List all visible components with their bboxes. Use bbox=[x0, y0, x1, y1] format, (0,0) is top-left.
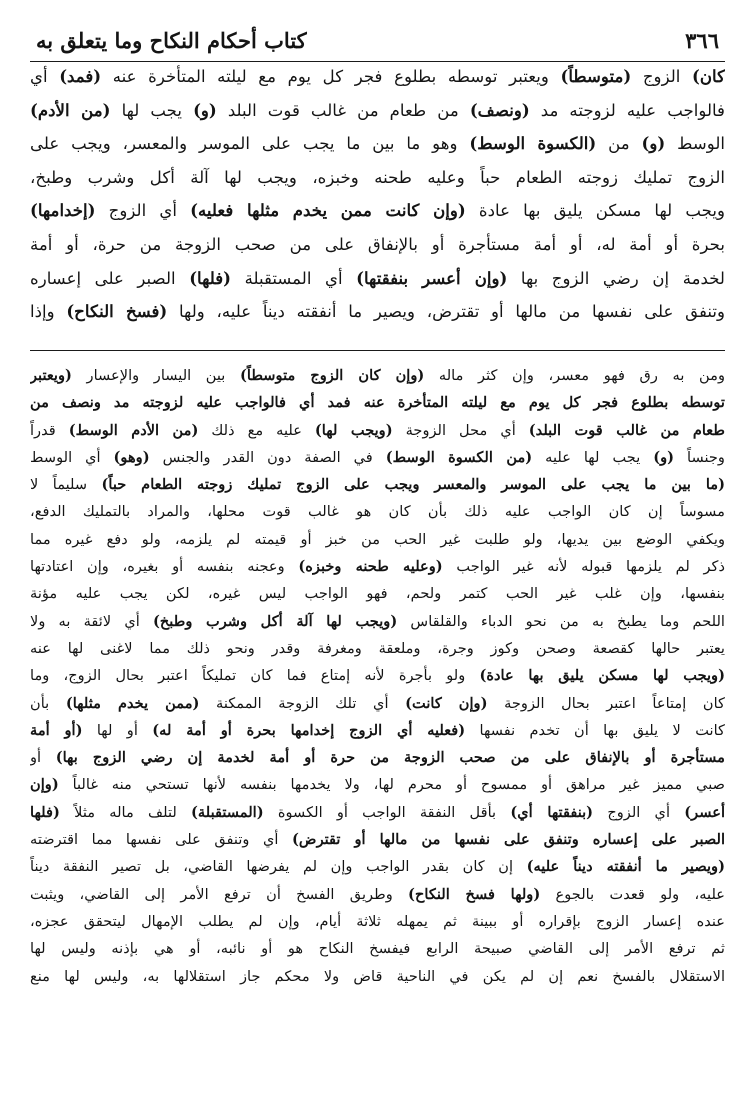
text-run: أي محل الزوجة bbox=[392, 421, 529, 439]
sharh-line bbox=[30, 935, 725, 962]
bold-matn-quote: (ويصير ما أنفقته ديناً عليه) bbox=[526, 858, 725, 876]
text-run: الزوج bbox=[631, 67, 692, 86]
sharh-line bbox=[30, 908, 725, 935]
text-run: أو bbox=[30, 749, 56, 767]
sharh-line bbox=[30, 799, 725, 826]
bold-matn-quote: (أو أمة bbox=[30, 721, 83, 739]
text-run: الاستقلال بالفسخ نعم إن لم يكن في الناحية قاض ولا محكم جاز استقلالها به، وليس لها منع bbox=[30, 967, 725, 985]
bold-matn-quote: (ويجب لها) bbox=[314, 421, 393, 439]
text-run: يجب لها عليه bbox=[532, 448, 654, 466]
bold-matn-quote: مستأجرة أو بالإنفاق على من صحب الزوجة من حرة أو أمة لخدمة إن رضي الزوج بها) bbox=[55, 749, 725, 767]
bold-matn-quote: (ونصف) bbox=[469, 99, 530, 120]
text-run: أي لائقة به ولا bbox=[30, 612, 153, 630]
bold-matn-quote: (فلها) bbox=[189, 267, 232, 288]
bold-matn-quote: (وهو) bbox=[113, 448, 150, 466]
text-run: لخدمة إن رضي الزوج بها bbox=[507, 268, 725, 288]
sharh-line bbox=[30, 526, 725, 553]
matn-line bbox=[30, 127, 725, 161]
sharh-line bbox=[30, 717, 725, 744]
sharh-line bbox=[30, 362, 725, 389]
text-run: الصبر على إعساره bbox=[30, 268, 190, 288]
text-run: بحرة أو أمة له، أو أمة مستأجرة أو بالإنفاق على من صحب الزوجة من حرة، أو أمة bbox=[30, 234, 725, 254]
bold-matn-quote: (من الأدم) bbox=[30, 99, 111, 120]
page-header bbox=[32, 24, 723, 58]
sharh-line bbox=[30, 662, 725, 689]
bold-matn-quote: (و) bbox=[193, 99, 217, 120]
sharh-line bbox=[30, 881, 725, 908]
sharh-line bbox=[30, 471, 725, 498]
text-run: أي bbox=[30, 67, 60, 86]
text-run: كان إمتاعاً اعتبر بحال الزوجة bbox=[487, 694, 725, 712]
text-run: مسوساً إن كان الواجب عليه ذلك بأن كان هو غالب قوت محلها، والمراد بالتمليك الدفع، bbox=[30, 503, 725, 521]
bold-matn-quote: (ويعتبر bbox=[30, 367, 72, 384]
sharh-line bbox=[30, 826, 725, 853]
text-run: يجب لها bbox=[110, 100, 194, 120]
bold-matn-quote: كان) bbox=[692, 66, 725, 86]
text-run: ويكفي الوضع بين يديها، ولو طلبت غير الحب من خبز أو قيمته لم يلزمه، ولو دفع غيره مما bbox=[30, 530, 725, 548]
bold-matn-quote: (ممن يخدم مثلها) bbox=[65, 694, 200, 712]
bold-matn-quote: (متوسطاً) bbox=[560, 66, 632, 86]
text-run: بأقل النفقة الواجب أو الكسوة bbox=[263, 803, 511, 821]
text-run: وهو ما بين ما يجب على الموسر والمعسر، ويجب على bbox=[30, 134, 470, 154]
text-run: ذكر لم يلزمها قبوله لأنه غير الواجب bbox=[442, 558, 725, 576]
text-run: وعجنه بنفسه أو بغيره، وإن اعتادتها bbox=[30, 558, 299, 576]
text-run: اللحم وما يطبخ به من نحو الدباء والقلقاس bbox=[397, 612, 725, 630]
bold-matn-quote: أعسر) bbox=[684, 803, 725, 821]
sharh-line bbox=[30, 690, 725, 717]
text-run: بنفسها، وإن غلب غير الحب كتمر ولحم، فهو الواجب ليس غيره، لكن يجب عليه مؤنة bbox=[30, 585, 725, 603]
bold-matn-quote: (و) bbox=[641, 133, 666, 154]
bold-matn-quote: (ويجب لها آلة أكل وشرب وطبخ) bbox=[152, 612, 398, 630]
bold-matn-quote: (ويجب لها مسكن يليق بها عادة) bbox=[479, 667, 725, 685]
sharh-line bbox=[30, 608, 725, 635]
matn-line bbox=[30, 228, 725, 262]
text-run: بين اليسار والإعسار bbox=[71, 367, 240, 384]
text-run: ويجب لها مسكن يليق بها عادة bbox=[465, 201, 725, 221]
sharh-line bbox=[30, 389, 725, 416]
matn-line bbox=[30, 194, 725, 228]
text-run: أي وتنفق على نفسها مما اقترضته bbox=[30, 831, 293, 849]
text-run: وإذا bbox=[30, 302, 67, 322]
bold-matn-quote: طعام من غالب قوت البلد) bbox=[528, 421, 725, 439]
bold-matn-quote: (وإن أعسر بنفقتها) bbox=[356, 267, 508, 288]
sharh-line bbox=[30, 417, 725, 444]
text-run: عليه مع ذلك bbox=[198, 421, 315, 439]
sharh-line bbox=[30, 853, 725, 880]
sharh-line bbox=[30, 580, 725, 607]
text-run: من طعام من غالب قوت البلد bbox=[216, 100, 470, 120]
text-run: أي تلك الزوجة الممكنة bbox=[199, 694, 406, 712]
text-run: وجنساً bbox=[674, 448, 725, 466]
text-run: من bbox=[596, 134, 642, 154]
text-run: أو لها bbox=[82, 721, 153, 739]
text-run: وطريق الفسخ أن ترفع الأمر إلى القاضي، ويثبت bbox=[30, 885, 409, 903]
text-run: يعتبر حالها كقصعة وصحن وكوز وجرة، وملعقة ومغرفة وقدر ونحو ذلك مما لاغنى لها عنه bbox=[30, 639, 725, 657]
bold-matn-quote: (فسخ النكاح) bbox=[66, 301, 168, 322]
bold-matn-quote: (وعليه طحنه وخبزه) bbox=[298, 558, 443, 576]
sharh-line bbox=[30, 635, 725, 662]
text-run: لتلف ماله مثلاً bbox=[59, 803, 192, 821]
text-run: قدراً bbox=[30, 421, 69, 439]
text-run: أي الوسط bbox=[30, 448, 114, 466]
sharh-line bbox=[30, 553, 725, 580]
bold-matn-quote: (المستقبلة) bbox=[191, 803, 264, 821]
bold-matn-quote: (من الكسوة الوسط) bbox=[385, 448, 533, 466]
bold-matn-quote: الصبر على إعساره وتنفق على نفسها من مالها أو تقترض) bbox=[292, 831, 725, 849]
bold-matn-quote: (الكسوة الوسط) bbox=[469, 133, 597, 154]
bold-matn-quote: (وإن كان الزوج متوسطاً) bbox=[239, 367, 425, 384]
running-title: كتاب أحكام النكاح وما يتعلق به bbox=[36, 28, 307, 53]
sharh-line bbox=[30, 498, 725, 525]
text-run: الوسط bbox=[665, 134, 725, 154]
bold-matn-quote: (فمد) bbox=[59, 66, 102, 86]
text-run: عنده إعسار الزوج بإقراره أو ببينة ثم يمهله ثلاثة أيام، وإن لم يطلب الإمهال ليتحقق عجزه، bbox=[30, 912, 725, 930]
bold-matn-quote: (فعليه أي الزوج إخدامها بحرة أو أمة له) bbox=[152, 721, 466, 739]
text-run: صبي مميز غير مراهق أو ممسوح أو محرم لها، ولا يخدمها بنفسه لأنها تستحي منه غالباً bbox=[58, 776, 725, 794]
text-run: عليه، ولو قعدت بالجوع bbox=[540, 885, 725, 903]
text-run: أي الزوج bbox=[95, 201, 191, 221]
page-number: ٣٦٦ bbox=[685, 28, 719, 53]
text-run: أي الزوج bbox=[593, 803, 685, 821]
matn-line bbox=[30, 94, 725, 128]
matn-line bbox=[30, 60, 725, 94]
matn-line bbox=[30, 161, 725, 195]
matn-text-block bbox=[30, 60, 725, 329]
bold-matn-quote: (من الأدم الوسط) bbox=[68, 421, 199, 439]
matn-sharh-divider bbox=[30, 350, 725, 351]
text-run: ويعتبر توسطه بطلوع فجر كل يوم مع ليلته المتأخرة عنه bbox=[101, 67, 561, 86]
bold-matn-quote: (ولها فسخ النكاح) bbox=[408, 885, 541, 903]
bold-matn-quote: (وإن كانت) bbox=[405, 694, 488, 712]
text-run: وتنفق على نفسها من مالها أو تقترض، ويصير ما أنفقته ديناً عليه، ولها bbox=[167, 302, 725, 322]
text-run: في الصفة دون القدر والجنس bbox=[149, 448, 386, 466]
bold-matn-quote: (بنفقتها أي) bbox=[510, 803, 594, 821]
text-run: سليماً لا bbox=[30, 476, 102, 494]
bold-matn-quote: (ما بين ما يجب على الموسر والمعسر ويجب على الزوج تمليك زوجته الطعام حباً) bbox=[101, 476, 725, 494]
text-run: ولو بأجرة لأنه إمتاع فما كان تمليكاً اعتبر بحال الزوج، وما bbox=[30, 667, 480, 685]
text-run: ثم ترفع الأمر إلى القاضي صبيحة الرابع فيفسخ النكاح هو أو نائبه، أو هي بإذنه وليس لها bbox=[30, 940, 725, 958]
bold-matn-quote: (فلها bbox=[30, 803, 60, 821]
matn-line bbox=[30, 295, 725, 329]
sharh-line bbox=[30, 963, 725, 990]
bold-matn-quote: (وإن bbox=[30, 776, 59, 794]
text-run: أي المستقبلة bbox=[231, 268, 357, 288]
text-run: ومن به رق فهو معسر، وإن كثر ماله bbox=[424, 367, 725, 384]
text-run: بأن bbox=[30, 694, 66, 712]
sharh-line bbox=[30, 771, 725, 798]
sharh-line bbox=[30, 444, 725, 471]
text-run: فالواجب عليه لزوجته مد bbox=[529, 100, 725, 120]
matn-line bbox=[30, 262, 725, 296]
text-run: الزوج تمليك زوجته الطعام حباً وعليه طحنه وخبزه، ويجب لها آلة أكل وشرب وطبخ، bbox=[30, 167, 725, 187]
sharh-line bbox=[30, 744, 725, 771]
bold-matn-quote: توسطه بطلوع فجر كل يوم مع ليلته المتأخرة عنه فمد أي فالواجب عليه لزوجته مد ونصف من bbox=[30, 394, 725, 412]
text-run: إن كان بقدر الواجب وإن لم يفرضها القاضي، بل تصير النفقة ديناً bbox=[30, 858, 527, 876]
bold-matn-quote: (وإن كانت ممن يخدم مثلها فعليه) bbox=[190, 200, 466, 221]
text-run: كانت لا يليق بها أن تخدم نفسها bbox=[465, 721, 725, 739]
bold-matn-quote: (و) bbox=[653, 448, 675, 466]
bold-matn-quote: (إخدامها) bbox=[30, 200, 96, 221]
sharh-commentary-block bbox=[30, 362, 725, 990]
